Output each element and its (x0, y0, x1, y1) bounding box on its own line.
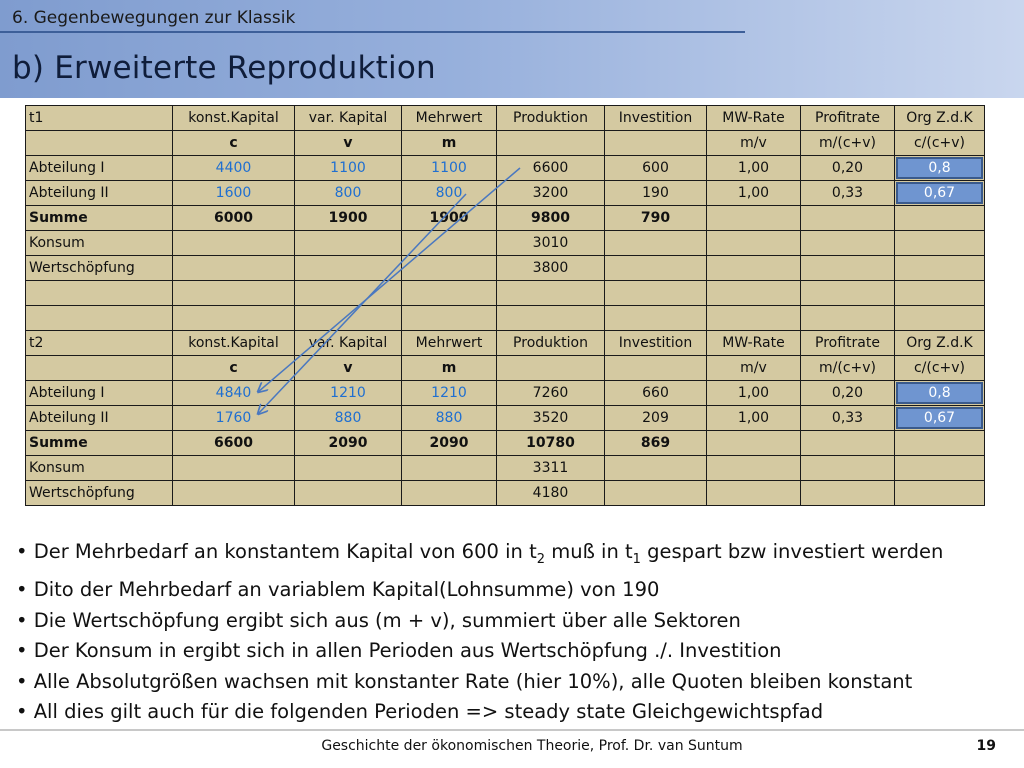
table-cell: Org Z.d.K (895, 331, 985, 356)
table-cell: 3200 (497, 181, 605, 206)
slide-title: b) Erweiterte Reproduktion (12, 50, 436, 86)
bullet-text: All dies gilt auch für die folgenden Perioden => steady state Gleichgewichtspfad (33, 700, 824, 724)
table-cell: m (402, 356, 497, 381)
table-cell: 1100 (402, 156, 497, 181)
table-cell: 1900 (295, 206, 402, 231)
table-cell: 3311 (497, 456, 605, 481)
bullet-item (16, 606, 943, 637)
arrow-investment-abteilung-ii (258, 194, 466, 414)
table-cell: Profitrate (801, 331, 895, 356)
table-cell: 6600 (173, 431, 295, 456)
footer-text: Geschichte der ökonomischen Theorie, Prof. Dr. van Suntum (321, 738, 743, 754)
footer-divider (0, 729, 1024, 731)
table-cell: 4840 (173, 381, 295, 406)
bullet-list (16, 537, 943, 728)
table-cell: 1100 (295, 156, 402, 181)
table-cell: 0,33 (801, 181, 895, 206)
bullet-item (16, 636, 943, 667)
subscript: 2 (536, 551, 546, 567)
row-label-cell: t1 (26, 106, 173, 131)
row-label-cell: Abteilung II (26, 406, 173, 431)
table-cell: var. Kapital (295, 331, 402, 356)
table-cell: m (402, 131, 497, 156)
table-cell: 0,33 (801, 406, 895, 431)
table-cell: 800 (295, 181, 402, 206)
table-cell: 6600 (497, 156, 605, 181)
highlighted-ratio: 0,67 (896, 182, 983, 204)
table-cell: 869 (605, 431, 707, 456)
row-label-cell: Wertschöpfung (26, 256, 173, 281)
table-cell: MW-Rate (707, 331, 801, 356)
table-cell: 600 (605, 156, 707, 181)
table-cell: 0,20 (801, 156, 895, 181)
bullet-text: gespart bzw investiert werden (640, 540, 944, 563)
table-cell: Produktion (497, 331, 605, 356)
bullet-text: Der Konsum in ergibt sich in allen Perioden aus Wertschöpfung ./. Investition (33, 639, 782, 663)
table-cell: 3010 (497, 231, 605, 256)
table-cell: MW-Rate (707, 106, 801, 131)
table-cell: m/v (707, 356, 801, 381)
arrow-investment-abteilung-i (258, 168, 520, 392)
table-cell: c (173, 131, 295, 156)
table-cell: var. Kapital (295, 106, 402, 131)
table-cell: 4400 (173, 156, 295, 181)
bullet-text: muß in t (545, 540, 633, 563)
table-cell: c/(c+v) (895, 131, 985, 156)
table-cell: 1,00 (707, 181, 801, 206)
table-cell: Org Z.d.K (895, 106, 985, 131)
table-cell: 1210 (295, 381, 402, 406)
table-cell: 9800 (497, 206, 605, 231)
table-cell: 1900 (402, 206, 497, 231)
table-cell: Profitrate (801, 106, 895, 131)
table-cell: 209 (605, 406, 707, 431)
row-label-cell: Abteilung II (26, 181, 173, 206)
row-label-cell: Konsum (26, 231, 173, 256)
row-label-cell: t2 (26, 331, 173, 356)
table-cell: 790 (605, 206, 707, 231)
table-cell: Mehrwert (402, 331, 497, 356)
table-cell: 1760 (173, 406, 295, 431)
bullet-item (16, 667, 943, 698)
highlighted-ratio: 0,8 (896, 382, 983, 404)
table-cell: c/(c+v) (895, 356, 985, 381)
bullet-text: Der Mehrbedarf an konstantem Kapital von 600 in t (33, 540, 537, 563)
table-cell: 7260 (497, 381, 605, 406)
table-cell: m/v (707, 131, 801, 156)
bullet-item (16, 537, 943, 575)
table-cell: 880 (402, 406, 497, 431)
table-cell: v (295, 131, 402, 156)
table-cell: 4180 (497, 481, 605, 506)
bullet-text: Die Wertschöpfung ergibt sich aus (m + v), summiert über alle Sektoren (33, 608, 741, 632)
table-cell: 1,00 (707, 381, 801, 406)
bullet-item (16, 697, 943, 728)
table-cell: konst.Kapital (173, 106, 295, 131)
table-cell: 0,20 (801, 381, 895, 406)
table-cell: c (173, 356, 295, 381)
row-label-cell: Summe (26, 206, 173, 231)
highlighted-ratio: 0,8 (896, 157, 983, 179)
table-cell: 880 (295, 406, 402, 431)
table-cell: 190 (605, 181, 707, 206)
table-cell: Investition (605, 331, 707, 356)
row-label-cell: Konsum (26, 456, 173, 481)
table-cell: 1,00 (707, 156, 801, 181)
bullet-text: Alle Absolutgrößen wachsen mit konstanter Rate (hier 10%), alle Quoten bleiben konstant (33, 669, 913, 693)
table-cell: 1,00 (707, 406, 801, 431)
table-cell: 1600 (173, 181, 295, 206)
bullet-item (16, 575, 943, 606)
table-cell: m/(c+v) (801, 131, 895, 156)
table-cell: 2090 (295, 431, 402, 456)
row-label-cell: Summe (26, 431, 173, 456)
highlighted-ratio: 0,67 (896, 407, 983, 429)
table-cell: 10780 (497, 431, 605, 456)
table-cell: 2090 (402, 431, 497, 456)
table-cell: 6000 (173, 206, 295, 231)
table-cell: Produktion (497, 106, 605, 131)
table-cell: v (295, 356, 402, 381)
table-cell: Mehrwert (402, 106, 497, 131)
table-cell: m/(c+v) (801, 356, 895, 381)
table-cell: konst.Kapital (173, 331, 295, 356)
table-cell: 660 (605, 381, 707, 406)
row-label-cell: Wertschöpfung (26, 481, 173, 506)
row-label-cell: Abteilung I (26, 156, 173, 181)
section-label: 6. Gegenbewegungen zur Klassik (12, 8, 296, 28)
table-cell: 800 (402, 181, 497, 206)
table-cell: 3520 (497, 406, 605, 431)
table-cell: Investition (605, 106, 707, 131)
table-cell: 1210 (402, 381, 497, 406)
bullet-text: Dito der Mehrbedarf an variablem Kapital(Lohnsumme) von 190 (33, 578, 660, 602)
table-cell: 3800 (497, 256, 605, 281)
row-label-cell: Abteilung I (26, 381, 173, 406)
subscript: 1 (632, 551, 641, 567)
page-number: 19 (976, 738, 996, 754)
